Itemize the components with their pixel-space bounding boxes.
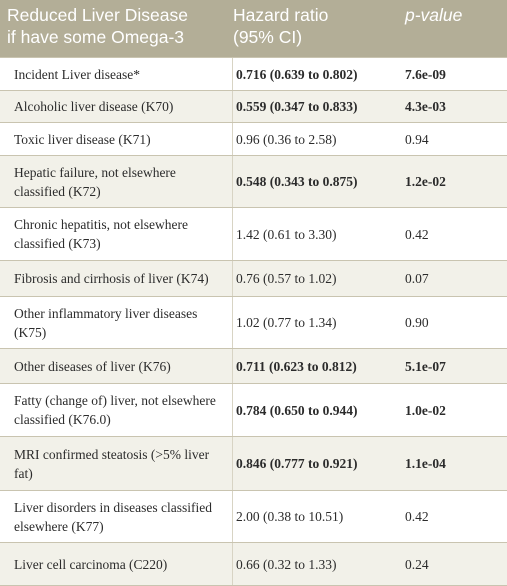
row-p-value: 0.42 [405,509,429,524]
row-hazard-ratio: 0.716 (0.639 to 0.802) [232,58,402,90]
row-hazard-ratio: 0.66 (0.32 to 1.33) [232,543,402,585]
row-hazard-ratio: 0.559 (0.347 to 0.833) [232,91,402,122]
row-outcome: MRI confirmed steatosis (>5% liver fat) [14,446,210,481]
row-outcome: Other inflammatory liver diseases (K75) [14,305,198,340]
table-row [0,155,507,207]
row-p-value: 0.90 [405,315,429,330]
row-outcome: Incident Liver disease* [14,66,140,82]
table-row [0,57,507,90]
row-p-value: 5.1e-07 [405,358,446,374]
row-p-value: 0.07 [405,271,429,286]
table-row [0,90,507,122]
row-outcome: Chronic hepatitis, not elsewhere classified (K73) [14,217,188,251]
row-p-value: 1.1e-04 [405,456,446,471]
row-outcome: Fibrosis and cirrhosis of liver (K74) [14,271,209,286]
row-outcome: Fatty (change of) liver, not elsewhere classified (K76.0) [14,393,216,427]
row-outcome: Other diseases of liver (K76) [14,358,171,374]
table-row [0,122,507,155]
table-row [0,383,507,436]
header-outcome: Reduced Liver Disease if have some Omega-3 [7,5,188,47]
row-p-value: 1.0e-02 [405,402,446,418]
row-hazard-ratio: 1.02 (0.77 to 1.34) [232,297,402,348]
row-outcome: Liver cell carcinoma (C220) [14,556,168,572]
table-row [0,207,507,260]
table-row [0,348,507,383]
table-row [0,296,507,348]
row-hazard-ratio: 0.548 (0.343 to 0.875) [232,156,402,207]
row-outcome: Toxic liver disease (K71) [14,131,151,147]
row-p-value: 0.24 [405,556,429,572]
header-p-value: p-value [405,5,463,25]
table-row [0,260,507,296]
row-hazard-ratio: 0.846 (0.777 to 0.921) [232,437,402,490]
row-hazard-ratio: 0.96 (0.36 to 2.58) [232,123,402,155]
row-p-value: 0.94 [405,131,429,147]
row-outcome: Hepatic failure, not elsewhere classified (K72) [14,164,176,199]
row-hazard-ratio: 0.76 (0.57 to 1.02) [232,261,402,296]
table-row [0,490,507,542]
row-p-value: 1.2e-02 [405,174,446,189]
table-header [0,0,507,57]
row-hazard-ratio: 1.42 (0.61 to 3.30) [232,208,402,260]
row-outcome: Alcoholic liver disease (K70) [14,99,174,114]
row-hazard-ratio: 0.784 (0.650 to 0.944) [232,384,402,436]
row-outcome: Liver disorders in diseases classified elsewhere (K77) [14,499,212,534]
header-hazard-ratio: Hazard ratio (95% CI) [233,5,329,47]
row-p-value: 4.3e-03 [405,99,446,114]
table-row [0,542,507,585]
row-p-value: 7.6e-09 [405,66,446,82]
row-p-value: 0.42 [405,226,429,242]
row-hazard-ratio: 0.711 (0.623 to 0.812) [232,349,402,383]
row-hazard-ratio: 2.00 (0.38 to 10.51) [232,491,402,542]
table-row [0,436,507,490]
